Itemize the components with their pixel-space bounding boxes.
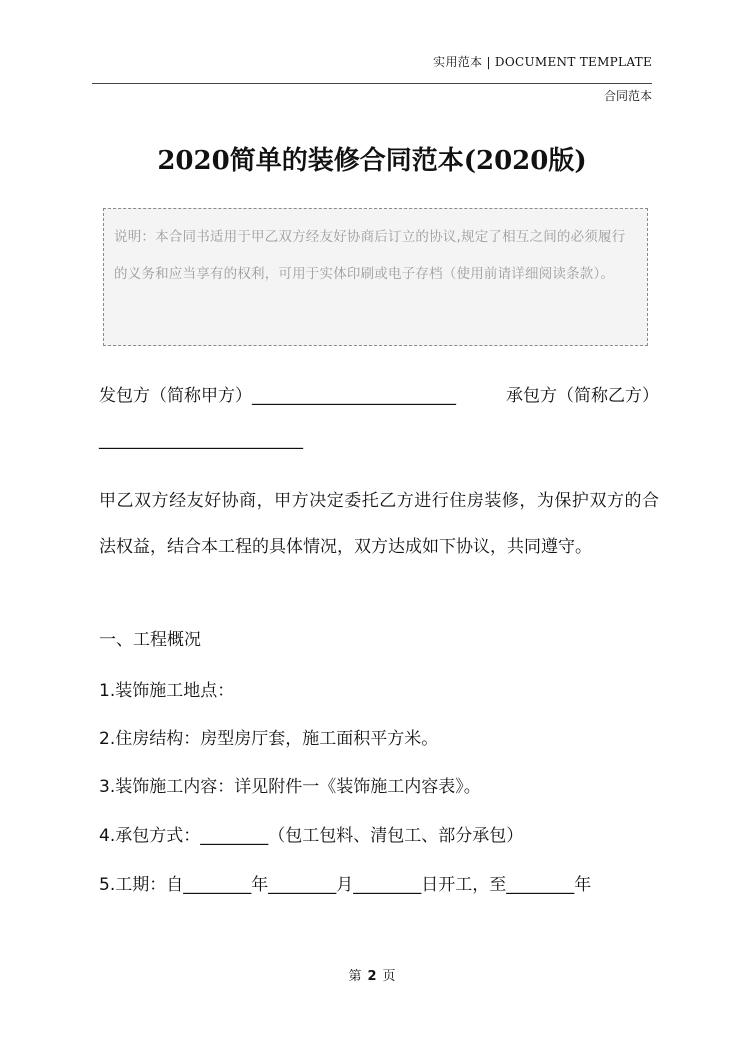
header-brand: 实用范本 | DOCUMENT TEMPLATE [433,55,652,69]
header-category: 合同范本 [603,89,652,103]
header-divider [92,83,652,84]
notice-text: 说明：本合同书适用于甲乙双方经友好协商后订立的协议,规定了相互之间的必须履行的义务和应当享有的权利，可用于实体印刷或电子存档（使用前请详细阅读条款）。 [114,229,626,282]
list-item: 5.工期：自________年________月________日开工，至________年 [99,875,592,895]
section-heading: 一、工程概况 [99,630,201,650]
second-party-blank: ________________________ [99,430,303,450]
first-party-blank: ________________________ [252,386,456,406]
list-item: 3.装饰施工内容：详见附件一《装饰施工内容表》。 [99,777,481,797]
list-item: 4.承包方式：________（包工包料、清包工、部分承包） [99,826,524,846]
second-party-label: 承包方（简称乙方） [506,386,659,406]
first-party-label: 发包方（简称甲方） [99,386,252,406]
party-line [99,381,659,406]
first-party [99,381,456,406]
page-footer [0,965,744,984]
page-suffix: 页 [382,969,396,984]
list-item: 2.住房结构：房型房厅套，施工面积平方米。 [99,729,439,749]
intro-paragraph: 甲乙双方经友好协商，甲方决定委托乙方进行住房装修，为保护双方的合法权益，结合本工程的具体情况，双方达成如下协议，共同遵守。 [99,491,659,557]
page-number: 2 [367,969,377,984]
document-title: 2020简单的装修合同范本(2020版) [157,146,587,176]
notice-box [103,208,648,346]
list-item: 1.装饰施工地点： [99,681,235,701]
page-prefix: 第 [348,969,362,984]
